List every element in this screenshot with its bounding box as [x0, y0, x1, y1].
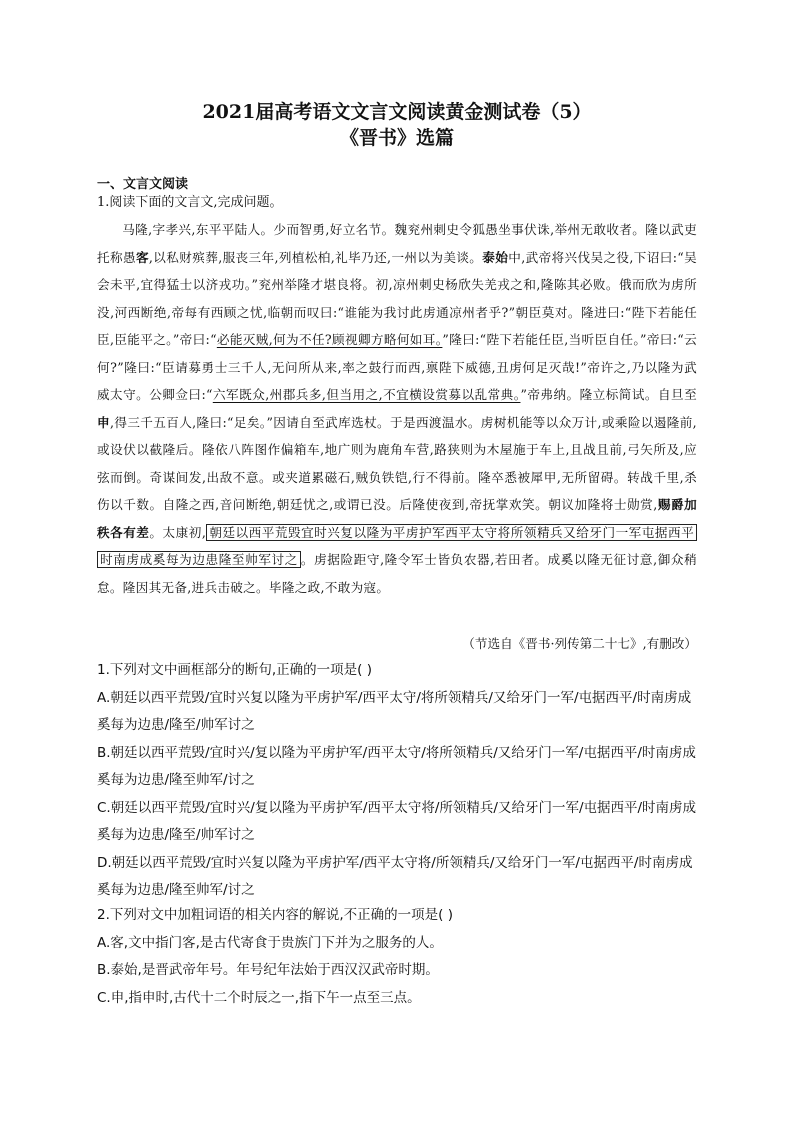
bold-term: 客 [135, 249, 149, 265]
classical-passage [97, 216, 697, 601]
question-1 [97, 657, 697, 905]
passage-paragraph [97, 216, 697, 601]
question-2 [97, 902, 697, 1012]
passage-text: ”隆曰:“陛下若能任臣,当听臣自任。”帝曰:“云何?”隆曰:“臣请募勇士三千人,无问所从来,率之鼓行而西,禀陛下威德,丑虏何足灭哉!”帝许之,乃以隆为武威太守。公卿佥曰:“ [97, 332, 697, 402]
passage-text: ,以私财殡葬,服丧三年,列植松柏,礼毕乃还,一州以为美谈。 [148, 249, 483, 265]
passage-text: 。太康初, [149, 524, 207, 540]
bold-term: 申 [97, 414, 110, 430]
underlined-sentence: 必能灭贼,何为不任?顾视卿方略何如耳。 [216, 332, 443, 347]
passage-text: 马隆,字孝兴,东平平陆人。少而智勇,好立名节。魏兖州刺史令狐愚坐事伏诛,举州无敢收者。隆以武吏托称愚 [97, 222, 697, 265]
boxed-passage: 朝廷以西平荒毁宜时兴复以隆为平虏护军西平太守将所领精兵又给牙门一军屯据西平时南虏成奚每为边患隆至帅军讨之 [97, 524, 697, 569]
question-stem: 2.下列对文中加粗词语的相关内容的解说,不正确的一项是( ) [97, 907, 453, 923]
option-c: C.申,指申时,古代十二个时辰之一,指下午一点至三点。 [97, 989, 421, 1006]
section-heading: 一、文言文阅读 [97, 177, 189, 192]
passage-text: ,得三千五百人,隆曰:“足矣。”因请自至武库选杖。于是西渡温水。虏树机能等以众万计,或乘险以遏隆前,或设伏以截隆后。隆依八阵图作偏箱车,地广则为鹿角车营,路狭则为木屋施于车上,且战且前,弓矢所及,应弦而倒。奇谋间发,出敌不意。或夹道累磁石,贼负铁铠,行不得前。隆卒悉被犀甲,无所留碍。转战千里,杀伤以千数。自隆之西,音问断绝,朝廷忧之,或谓已没。后隆使夜到,帝抚掌欢笑。朝议加隆将士勋赏, [97, 414, 697, 512]
section-intro: 1.阅读下面的文言文,完成问题。 [97, 195, 283, 210]
option-c: C.朝廷以西平荒毁/宜时兴/复以隆为平虏护军/西平太守将/所领精兵/又给牙门一军/屯据西平/时南虏成奚每为边患/隆至/帅军讨之 [97, 799, 697, 843]
option-b: B.朝廷以西平荒毁/宜时兴/复以隆为平虏护军/西平太守/将所领精兵/又给牙门一军/屯据西平/时南虏成奚每为边患/隆至帅军/讨之 [97, 744, 696, 788]
bold-term: 赐爵加秩各有差 [97, 497, 697, 540]
document-title: 2021届高考语文文言文阅读黄金测试卷（5） [202, 101, 592, 123]
document-subtitle: 《晋书》选篇 [339, 127, 454, 149]
passage-text: 中,武帝将兴伐吴之役,下诏曰:“吴会未平,宜得猛士以济戎功。”兖州举隆才堪良将。初,凉州刺史杨欣失羌戎之和,隆陈其必败。俄而欣为虏所没,河西断绝,帝每有西顾之忧,临朝而叹曰:“谁能为我讨此虏通凉州者乎?”朝臣莫对。隆进曰:“陛下若能任臣,臣能平之。”帝曰:“ [97, 249, 697, 347]
option-a: A.朝廷以西平荒毁/宜时兴复以隆为平虏护军/西平太守/将所领精兵/又给牙门一军/屯据西平/时南虏成奚每为边患/隆至/帅军讨之 [97, 689, 692, 733]
source-citation: （节选自《晋书·列传第二十七》,有删改） [462, 636, 697, 651]
option-d: D.朝廷以西平荒毁/宜时兴复以隆为平虏护军/西平太守将/所领精兵/又给牙门一军/屯据西平/时南虏成奚每为边患/隆至帅军/讨之 [97, 854, 693, 898]
question-stem: 1.下列对文中画框部分的断句,正确的一项是( ) [97, 662, 372, 678]
underlined-sentence: 六军既众,州郡兵多,但当用之,不宜横设赏募以乱常典。 [212, 387, 521, 402]
bold-term: 泰始 [482, 249, 509, 265]
passage-text: ”帝弗纳。隆立标简试。自旦至 [520, 387, 698, 402]
option-b: B.泰始,是晋武帝年号。年号纪年法始于西汉汉武帝时期。 [97, 962, 439, 978]
option-a: A.客,文中指门客,是古代寄食于贵族门下并为之服务的人。 [97, 934, 443, 951]
passage-text: 。虏据险距守,隆令军士皆负农器,若田者。成奚以隆无征讨意,御众稍怠。隆因其无备,进兵击破之。毕隆之政,不敢为寇。 [97, 552, 698, 595]
